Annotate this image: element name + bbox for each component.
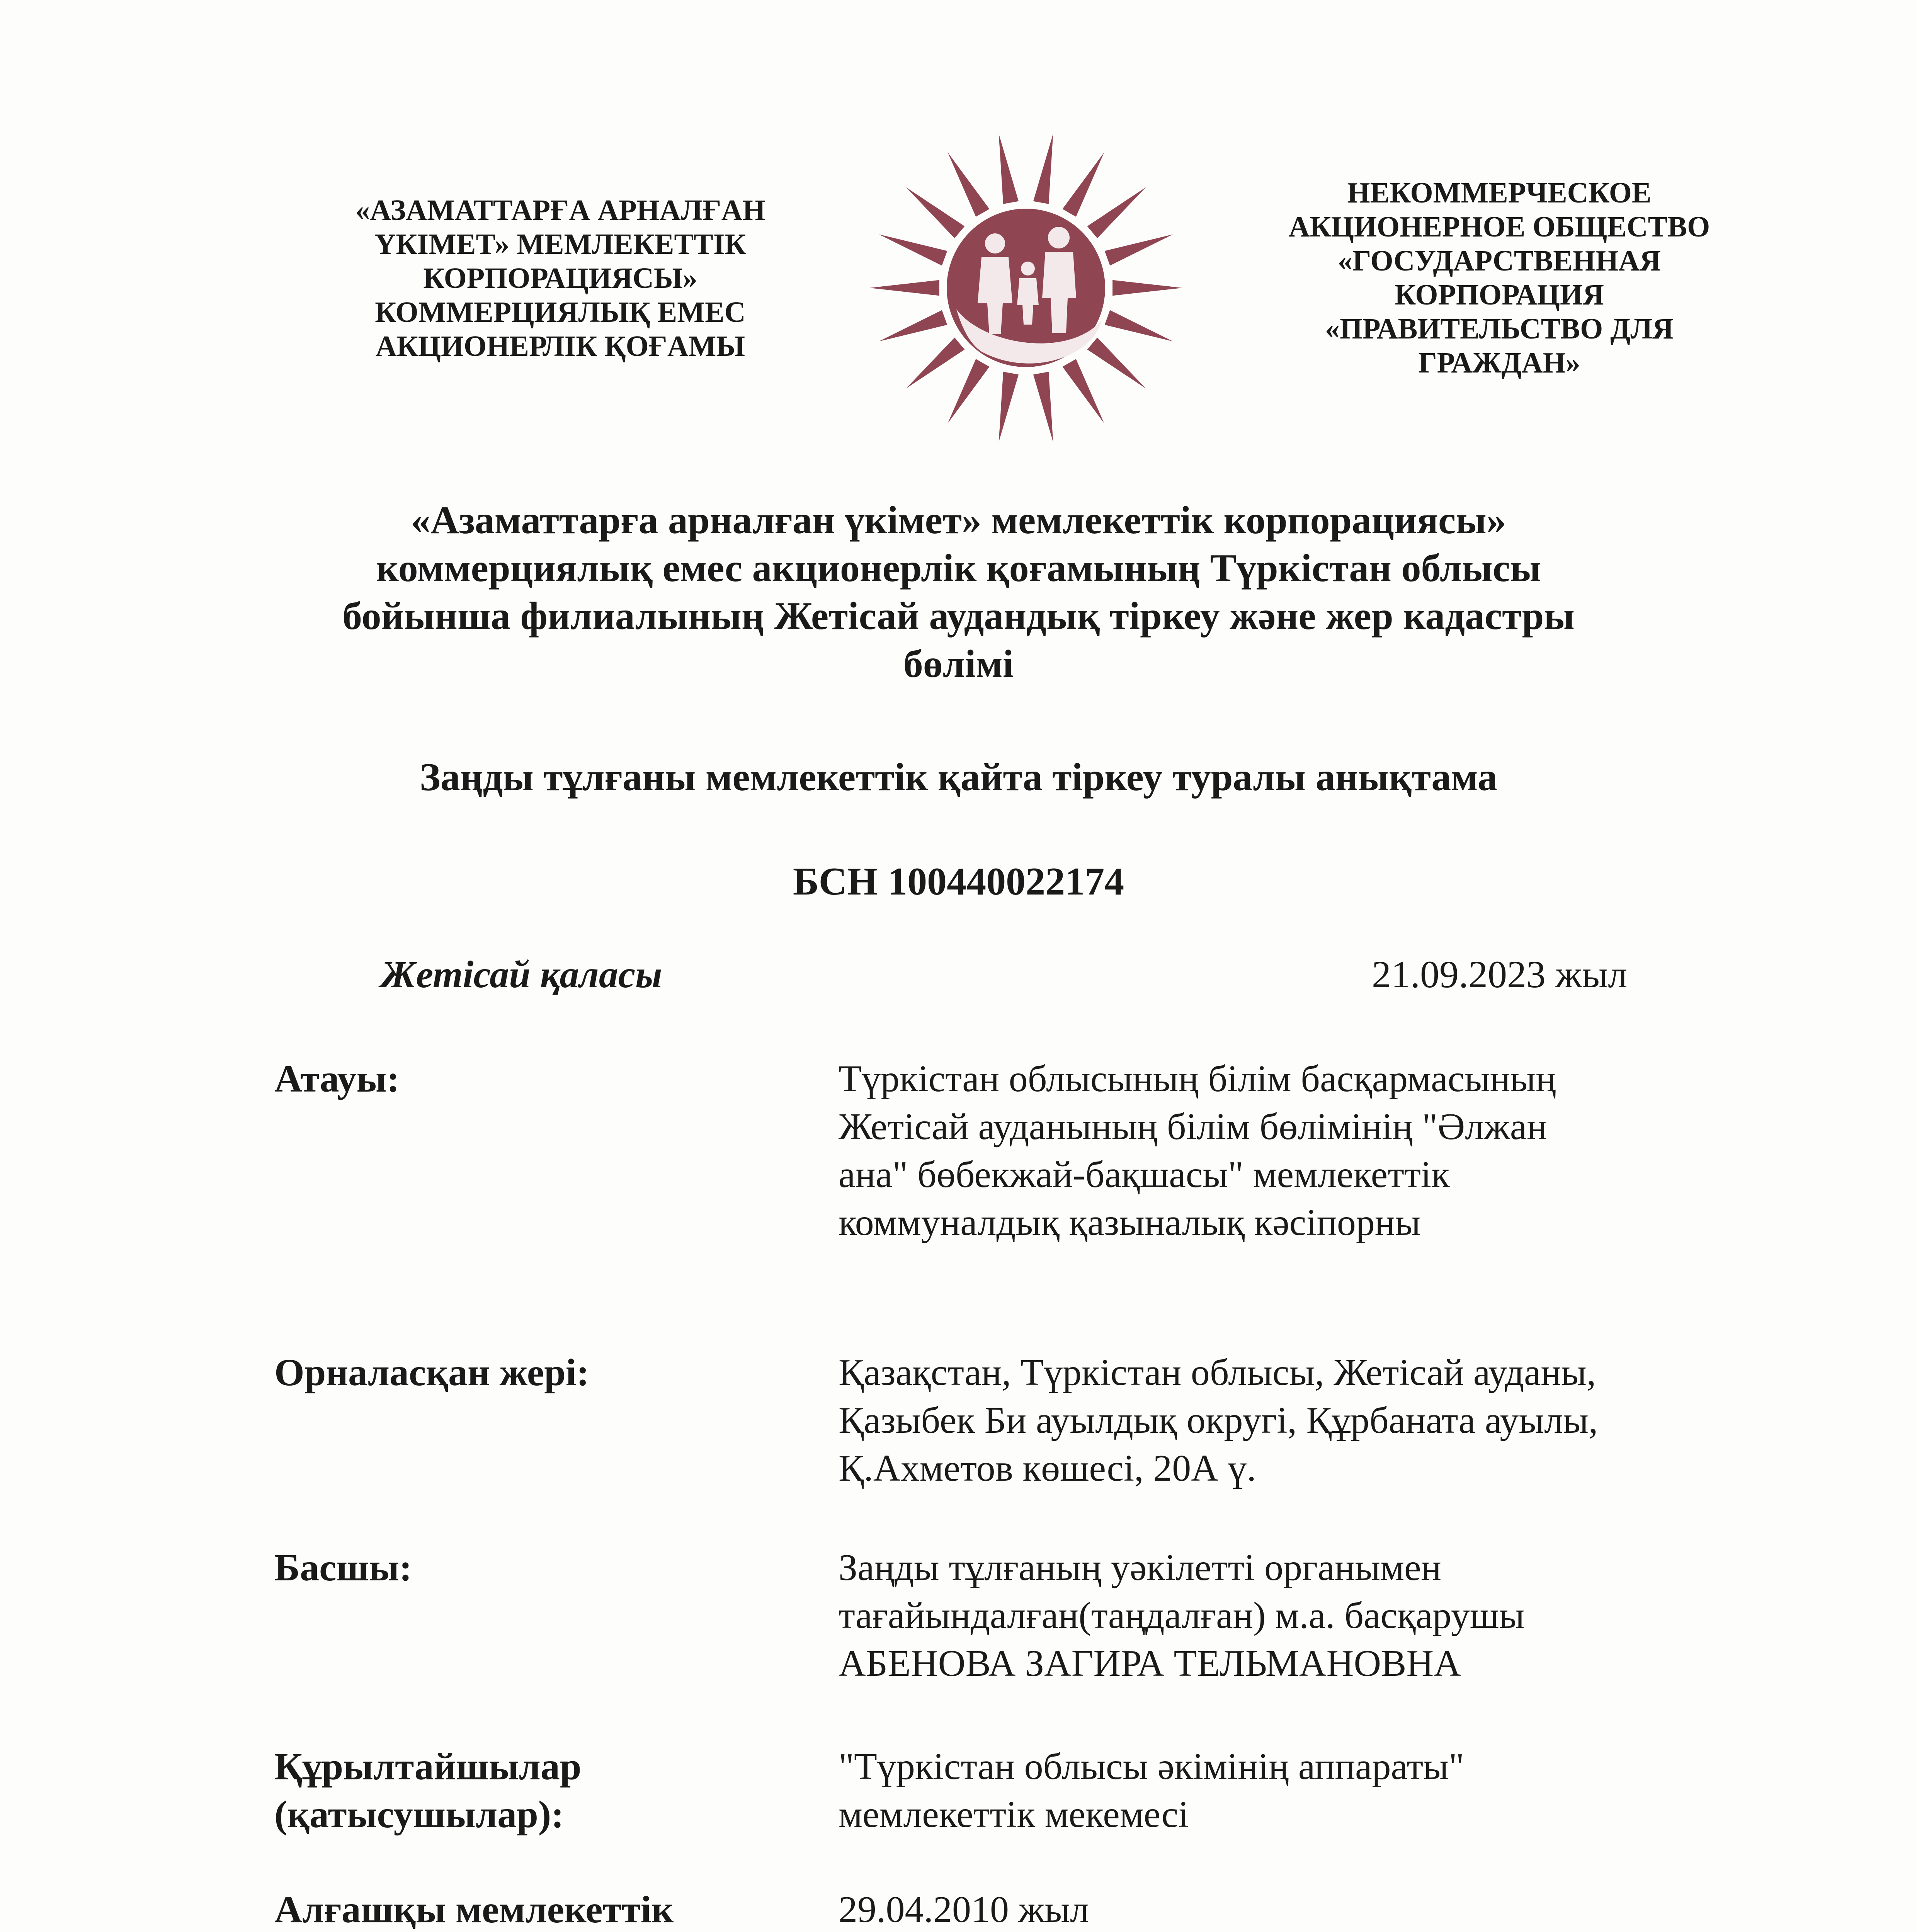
logo-ray <box>879 234 947 265</box>
text-line: "Түркістан облысы әкімінің аппараты" <box>839 1746 1465 1787</box>
header-right-line: НЕКОММЕРЧЕСКОЕ <box>1347 177 1652 209</box>
title-line: коммерциялық емес акционерлік қоғамының Түркістан облысы <box>376 546 1541 590</box>
logo-ray <box>1087 338 1146 389</box>
field-value-name <box>839 1055 1805 1247</box>
text-line: ана" бөбекжай-бақшасы" мемлекеттік <box>839 1154 1450 1196</box>
text-line: Заңды тұлғаның уәкілетті органымен <box>839 1547 1441 1588</box>
field-value-founders <box>839 1743 1805 1838</box>
field-label-founders <box>274 1743 581 1838</box>
header-left-line: «АЗАМАТТАРҒА АРНАЛҒАН <box>355 194 765 226</box>
logo-ray <box>906 338 965 389</box>
issue-date-top: 21.09.2023 жыл <box>1372 953 1628 996</box>
logo-ray <box>1112 280 1182 296</box>
header-left-line: КОММЕРЦИЯЛЫҚ ЕМЕС <box>375 296 746 328</box>
text-line: мемлекеттік мекемесі <box>839 1794 1189 1835</box>
header-right-line: «ПРАВИТЕЛЬСТВО ДЛЯ <box>1325 313 1674 345</box>
sun-family-hand-logo-icon <box>866 128 1186 448</box>
logo-ray <box>948 152 990 217</box>
logo-ray <box>1087 187 1146 238</box>
header-right-line: «ГОСУДАРСТВЕННАЯ <box>1338 245 1661 277</box>
text-line: (қатысушылар): <box>274 1793 564 1836</box>
logo-ray <box>1063 359 1104 423</box>
document-issuer-title <box>193 497 1724 688</box>
header-left-line: АКЦИОНЕРЛІК ҚОҒАМЫ <box>375 330 745 362</box>
title-line: «Азаматтарға арналған үкімет» мемлекеттік корпорациясы» <box>411 498 1506 542</box>
field-value-first-registration <box>839 1886 1805 1932</box>
text-line: 29.04.2010 жыл <box>839 1889 1089 1930</box>
title-line: бойынша филиалының Жетісай аудандық тіркеу және жер кадастры <box>342 594 1575 638</box>
document-name: Заңды тұлғаны мемлекеттік қайта тіркеу туралы анықтама <box>419 755 1497 799</box>
header-right-line: АКЦИОНЕРНОЕ ОБЩЕСТВО <box>1288 211 1710 243</box>
field-label-name <box>274 1055 400 1103</box>
logo-ray <box>869 280 939 296</box>
title-line: бөлімі <box>903 642 1014 686</box>
text-line: Атауы: <box>274 1057 400 1100</box>
logo-ray <box>948 359 990 423</box>
text-line: Орналасқан жері: <box>274 1351 589 1394</box>
text-line: Жетісай ауданының білім бөлімінің "Әлжан <box>839 1106 1547 1148</box>
logo-ray <box>999 134 1019 204</box>
text-line: Түркістан облысының білім басқармасының <box>839 1058 1556 1100</box>
field-label-location <box>274 1349 589 1396</box>
logo-ray <box>906 187 965 238</box>
header-left-line: КОРПОРАЦИЯСЫ» <box>423 262 697 294</box>
text-line: тағайындалған(таңдалған) м.а. басқарушы <box>839 1595 1525 1636</box>
field-label-head <box>274 1544 412 1592</box>
logo-ray <box>879 310 947 342</box>
field-label-first-registration <box>274 1886 674 1932</box>
bin-number: БСН 100440022174 <box>793 860 1124 903</box>
logo-ray <box>1105 310 1173 342</box>
header-left-org-name <box>309 193 811 363</box>
text-line: Басшы: <box>274 1546 412 1589</box>
field-value-location <box>839 1349 1805 1492</box>
text-line: Құрылтайшылар <box>274 1745 582 1788</box>
text-line: коммуналдық қазыналық кәсіпорны <box>839 1202 1421 1243</box>
field-value-head <box>839 1544 1805 1687</box>
text-line: Қ.Ахметов көшесі, 20А ү. <box>839 1447 1256 1489</box>
text-line: АБЕНОВА ЗАГИРА ТЕЛЬМАНОВНА <box>839 1643 1461 1684</box>
header-right-line: КОРПОРАЦИЯ <box>1395 279 1604 311</box>
logo-ray <box>1033 372 1053 442</box>
issue-city: Жетісай қаласы <box>381 953 662 996</box>
header-right-org-name <box>1244 176 1754 380</box>
logo-ray <box>999 372 1019 442</box>
logo-ray <box>1033 134 1053 204</box>
text-line: Алғашқы мемлекеттік <box>274 1888 674 1931</box>
header-left-line: ҮКІМЕТ» МЕМЛЕКЕТТІК <box>374 228 746 260</box>
text-line: Қазақстан, Түркістан облысы, Жетісай ауданы, <box>839 1352 1596 1393</box>
logo-ray <box>1063 152 1104 217</box>
header-right-line: ГРАЖДАН» <box>1418 347 1580 379</box>
text-line: Қазыбек Би ауылдық округі, Құрбаната ауылы, <box>839 1400 1598 1441</box>
logo-ray <box>1105 234 1173 265</box>
